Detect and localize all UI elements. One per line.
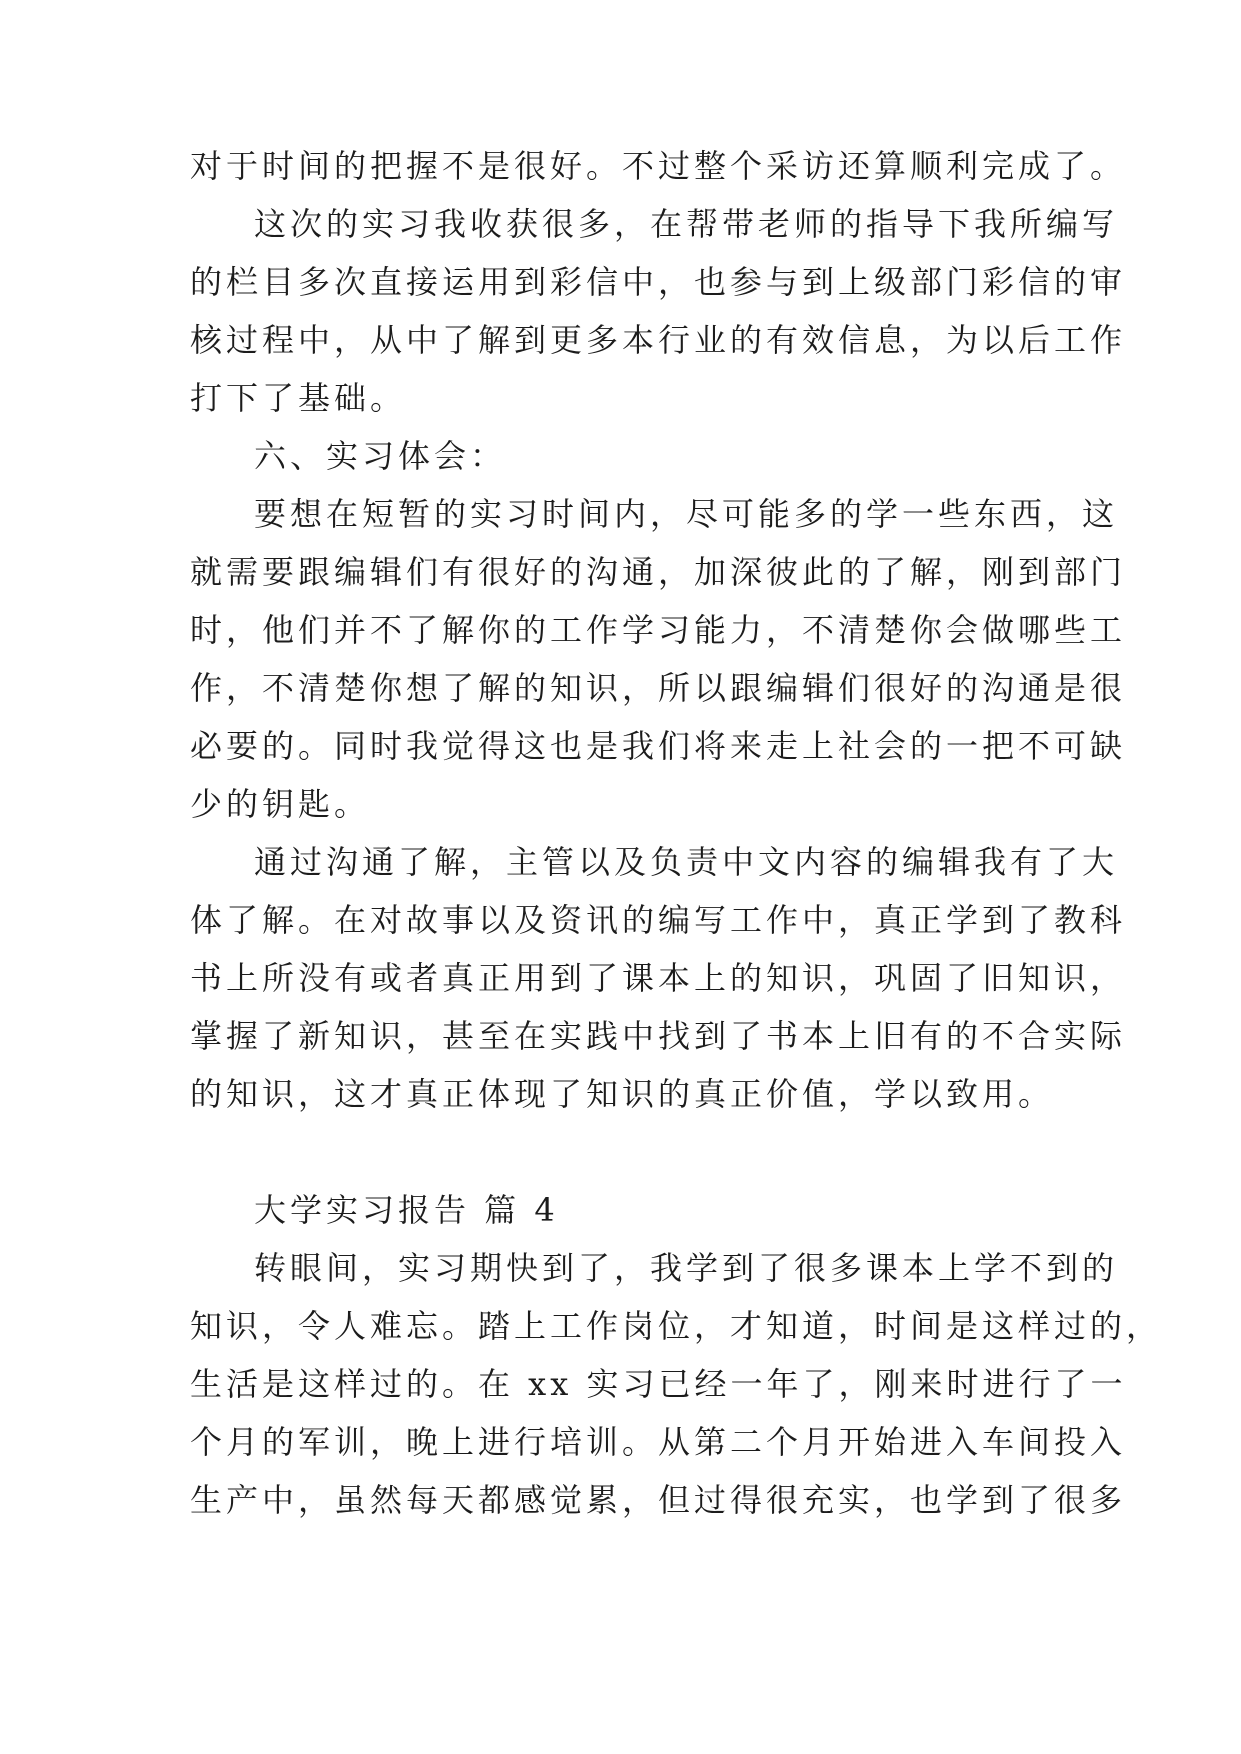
paragraph-start: 通过沟通了解，主管以及负责中文内容的编辑我有了大 bbox=[254, 843, 1119, 881]
text-line: 对于时间的把握不是很好。不过整个采访还算顺利完成了。 bbox=[190, 147, 1127, 185]
text-line: 的栏目多次直接运用到彩信中，也参与到上级部门彩信的审 bbox=[190, 263, 1127, 301]
text-line: 时，他们并不了解你的工作学习能力，不清楚你会做哪些工 bbox=[190, 611, 1127, 649]
text-line: 书上所没有或者真正用到了课本上的知识，巩固了旧知识， bbox=[190, 959, 1127, 997]
paragraph-start: 要想在短暂的实习时间内，尽可能多的学一些东西，这 bbox=[254, 495, 1119, 533]
text-line: 作，不清楚你想了解的知识，所以跟编辑们很好的沟通是很 bbox=[190, 669, 1127, 707]
paragraph-start: 这次的实习我收获很多，在帮带老师的指导下我所编写 bbox=[254, 205, 1119, 243]
text-line: 就需要跟编辑们有很好的沟通，加深彼此的了解，刚到部门 bbox=[190, 553, 1127, 591]
text-line: 的知识，这才真正体现了知识的真正价值，学以致用。 bbox=[190, 1075, 1055, 1113]
text-line: 体了解。在对故事以及资讯的编写工作中，真正学到了教科 bbox=[190, 901, 1127, 939]
section-title: 大学实习报告 篇 4 bbox=[254, 1191, 559, 1229]
text-line: 必要的。同时我觉得这也是我们将来走上社会的一把不可缺 bbox=[190, 727, 1127, 765]
text-line: 核过程中，从中了解到更多本行业的有效信息，为以后工作 bbox=[190, 321, 1127, 359]
paragraph-start: 转眼间，实习期快到了，我学到了很多课本上学不到的 bbox=[254, 1249, 1119, 1287]
text-line: 个月的军训，晚上进行培训。从第二个月开始进入车间投入 bbox=[190, 1423, 1127, 1461]
text-line: 知识，令人难忘。踏上工作岗位，才知道，时间是这样过的， bbox=[190, 1307, 1163, 1345]
text-line: 打下了基础。 bbox=[190, 379, 407, 417]
section-heading: 六、实习体会： bbox=[254, 437, 507, 475]
text-line: 生产中，虽然每天都感觉累，但过得很充实，也学到了很多 bbox=[190, 1481, 1127, 1519]
text-line: 掌握了新知识，甚至在实践中找到了书本上旧有的不合实际 bbox=[190, 1017, 1127, 1055]
text-line: 生活是这样过的。在 xx 实习已经一年了，刚来时进行了一 bbox=[190, 1365, 1127, 1403]
text-line: 少的钥匙。 bbox=[190, 785, 371, 823]
